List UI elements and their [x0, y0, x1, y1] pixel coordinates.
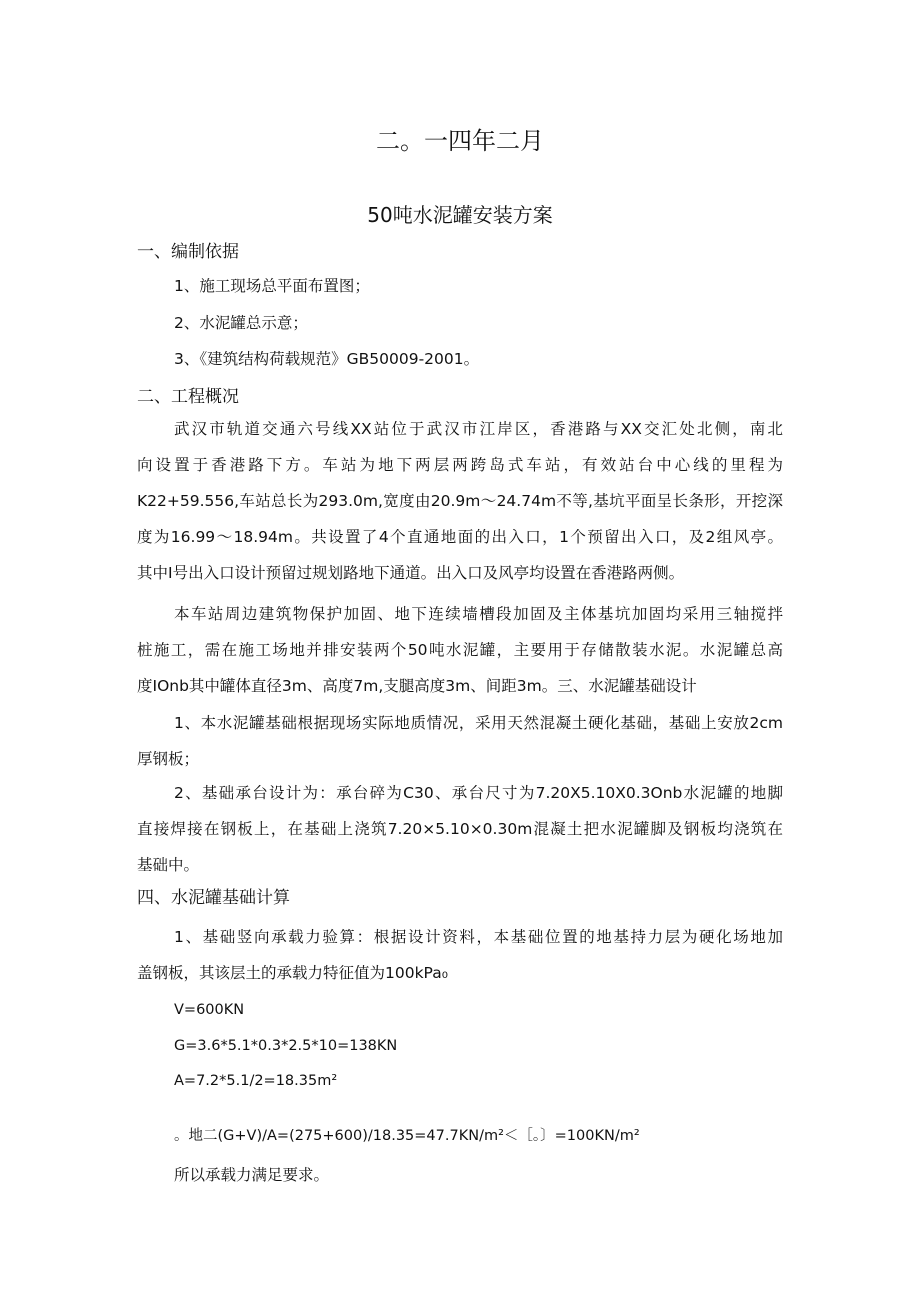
paragraph-line: 厚钢板； — [137, 750, 200, 768]
paragraph-line: 桩施工，需在施工场地并排安装两个50吨水泥罐，主要用于存储散装水泥。水泥罐总高 — [137, 641, 783, 659]
overview-paragraph-1 — [137, 411, 783, 591]
paragraph-line: 盖钢板，其该层土的承载力特征值为100kPa₀ — [137, 964, 448, 982]
calculation-item-1 — [137, 919, 783, 991]
paragraph-line: 2、基础承台设计为：承台碎为C30、承台尺寸为7.20X5.10X0.3Onb水泥罐的地脚 — [174, 784, 783, 802]
formula-a: A=7.2*5.1/2=18.35m² — [174, 1073, 338, 1089]
foundation-design-item-1 — [137, 705, 783, 777]
paragraph-line: 度IOnb其中罐体直径3m、高度7m,支腿高度3m、间距3m。三、水泥罐基础设计 — [137, 677, 697, 695]
basis-item-3: 3、《建筑结构荷载规范》GB50009-2001。 — [174, 350, 480, 368]
paragraph-line: 本车站周边建筑物保护加固、地下连续墙槽段加固及主体基坑加固均采用三轴搅拌 — [174, 605, 783, 623]
basis-item-2: 2、水泥罐总示意； — [174, 314, 308, 332]
section-heading-overview: 二、工程概况 — [137, 387, 239, 407]
paragraph-line: 度为16.99～18.94m。共设置了4个直通地面的出入口，1个预留出入口，及2组风亭。 — [137, 528, 783, 546]
paragraph-line: 1、本水泥罐基础根据现场实际地质情况，采用天然混凝土硬化基础，基础上安放2cm — [174, 714, 783, 732]
document-title: 50吨水泥罐安装方案 — [367, 203, 553, 227]
formula-g: G=3.6*5.1*0.3*2.5*10=138KN — [174, 1038, 398, 1054]
paragraph-line: 1、基础竖向承载力验算：根据设计资料，本基础位置的地基持力层为硬化场地加 — [174, 928, 783, 946]
formula-v: V=600KN — [174, 1002, 245, 1018]
section-heading-basis: 一、编制依据 — [137, 242, 239, 262]
paragraph-line: 直接焊接在钢板上，在基础上浇筑7.20×5.10×0.30m混凝土把水泥罐脚及钢板均浇筑在 — [137, 820, 783, 838]
conclusion-text: 所以承载力满足要求。 — [174, 1166, 330, 1184]
paragraph-line: 基础中。 — [137, 856, 200, 874]
paragraph-line: 向设置于香港路下方。车站为地下两层两跨岛式车站，有效站台中心线的里程为 — [137, 456, 783, 474]
paragraph-line: 武汉市轨道交通六号线XX站位于武汉市江岸区，香港路与XX交汇处北侧，南北 — [174, 420, 783, 438]
overview-paragraph-2 — [137, 596, 783, 704]
paragraph-line: 其中I号出入口设计预留过规划路地下通道。出入口及风亭均设置在香港路两侧。 — [137, 564, 685, 582]
foundation-design-item-2 — [137, 775, 783, 883]
date-line: 二。一四年二月 — [376, 127, 544, 155]
paragraph-line: K22+59.556,车站总长为293.0m,宽度由20.9m～24.74m不等,基坑平面呈长条形，开挖深 — [137, 492, 783, 510]
basis-item-1: 1、施工现场总平面布置图； — [174, 277, 370, 295]
formula-bearing-check: 。地二(G+V)/A=(275+600)/18.35=47.7KN∕m²＜［。〕=100KN∕m² — [174, 1128, 640, 1144]
section-heading-calculation: 四、水泥罐基础计算 — [137, 888, 290, 908]
